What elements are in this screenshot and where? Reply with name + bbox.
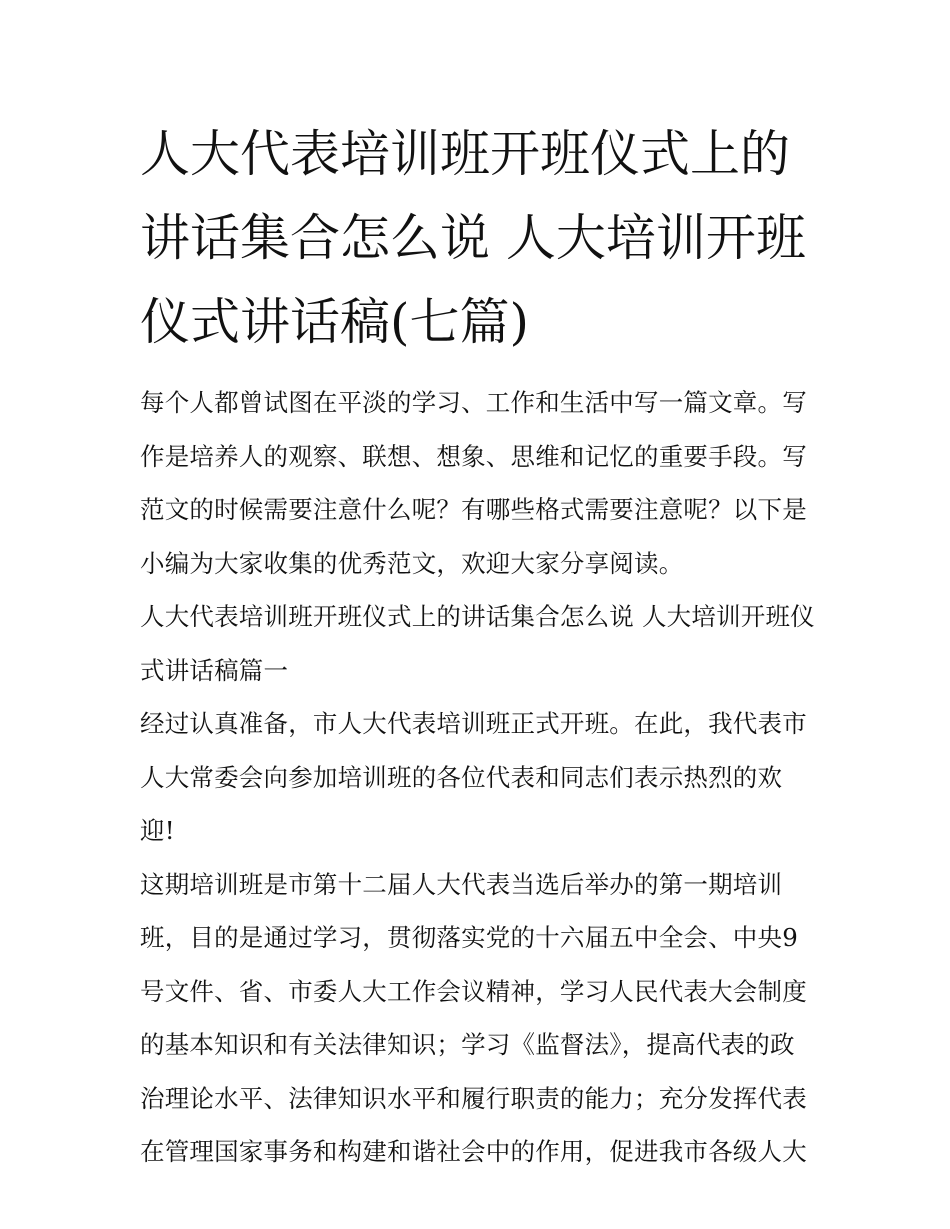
body-paragraph: 这期培训班是市第十二届人大代表当选后举办的第一期培训班，目的是通过学习，贯彻落实党的十六届五中全会、中央9号文件、省、市委人大工作会议精神，学习人民代表大会制度的基本知识和有关法律知识；学习《监督法》，提高代表的政治理论水平、法律知识水平和履行职责的能力；充分发挥代表在管理国家事务和构建和谐社会中的作用，促进我市各级人大 [140, 869, 807, 1166]
document-page [140, 112, 815, 1179]
body-paragraph: 经过认真准备，市人大代表培训班正式开班。在此，我代表市人大常委会向参加培训班的各位代表和同志们表示热烈的欢迎! [140, 709, 807, 845]
section-heading: 人大代表培训班开班仪式上的讲话集合怎么说 人大培训开班仪式讲话稿篇一 [140, 602, 815, 685]
document-title: 人大代表培训班开班仪式上的讲话集合怎么说 人大培训开班仪式讲话稿(七篇) [140, 125, 806, 351]
intro-paragraph: 每个人都曾试图在平淡的学习、工作和生活中写一篇文章。写作是培养人的观察、联想、想象、思维和记忆的重要手段。写范文的时候需要注意什么呢？有哪些格式需要注意呢？以下是小编为大家收集的优秀范文，欢迎大家分享阅读。 [140, 388, 807, 578]
